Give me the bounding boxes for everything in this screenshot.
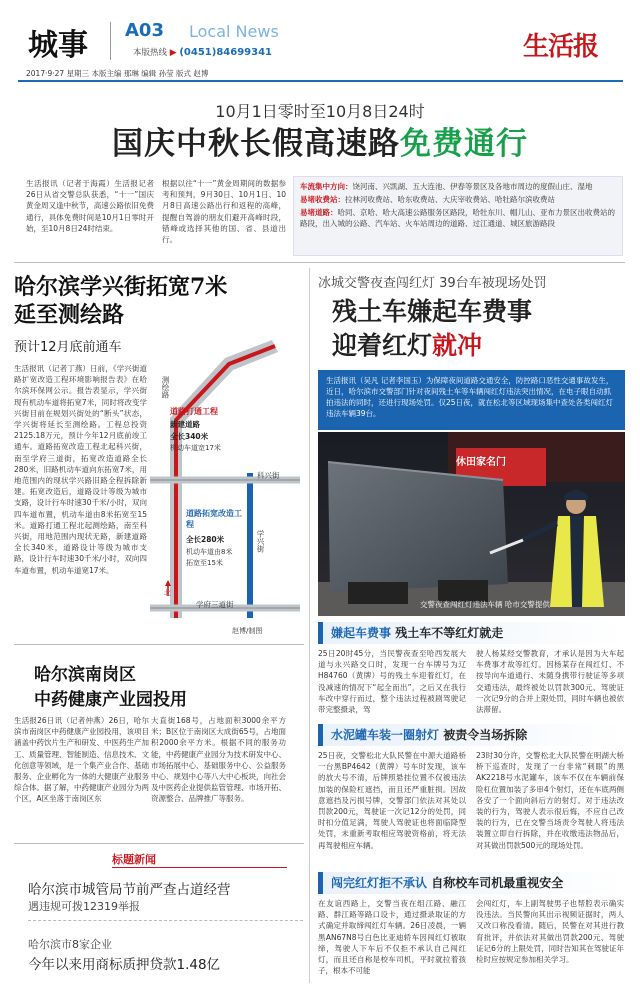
story1-body: 生活报讯（记者丁燕）日前，《学兴街道路扩宽改造工程环境影响报告表》在哈尔滨环保网公示。报告表显示，学兴街现有机动车道将拓宽7米，同时将改变学兴街目前在规划兴街处的“断头”状态，学兴街将延长至测绘路。工程总投资2125.18万元，预计今年12月底前竣工通车。道路拓宽改造工程北起科兴街，南至学府三道街，拓宽改造道路全长280米，旧路机动车道向东拓宽7米，用地范围内的现状学兴路旧路全程拆除新建。拓宽改造后，道路设计等级为城市支路，设计行车时速30千米/小时，双向四车道布置，机动车道由8米拓宽至15米。道路打通工程北起测绘路，南至科兴街，用地范围内现状无路，新建道路全长340米，道路设计等级为城市支路，设计行车时速30千米/小时，双向四车道布置，机动车道宽17米。 [14, 364, 147, 575]
map-north-label: 北 [164, 589, 171, 597]
story2-lead-box: 生活报讯（吴凡 记者李国玉）为保障夜间道路交通安全，防控路口恶性交通事故发生，近日，哈尔滨市交警部门针对夜间残土车等车辆闯红灯违法突出情况，在电子眼自动抓拍违法的同时，还进行现场处罚。仅25日夜，就在松北等区域现场集中查处各类闯红灯违法车辆39台。 [318, 370, 625, 430]
subhead-1-rest: 残土车不等红灯就走 [391, 626, 504, 640]
photo-caption: 交警夜查闯红灯违法车辆 哈市交警提供 [420, 600, 550, 609]
story2-kicker: 冰城交警夜查闯红灯 39台车被现场处罚 [318, 276, 547, 291]
brief-divider [28, 920, 303, 922]
brief-header-rule [112, 867, 287, 868]
subhead-2-rest: 被责令当场拆除 [439, 728, 528, 742]
story3-body-col1: 生活报26日讯（记者仲燕）26日，哈尔滨市南岗区中药健康产业园投用，该项目涵盖中药饮片生产和研发、中医药生产加工、质量管理、智能制造、信息技术、文化创意等领域，是一个集产业合作、基础服务、企业孵化为一体的大健康产业服务综合体。据了解，中药健康产业园分为两个区，A区坐落于南岗区东 [14, 716, 149, 804]
traffic-info-item [300, 207, 616, 229]
map-label-cehui: 测绘路 [161, 376, 170, 399]
traffic-info-box [293, 176, 623, 256]
story1-headline-line1: 哈尔滨学兴街拓宽7米 [14, 274, 228, 300]
sub2-body-col1: 25日夜，交警松北大队民警在中源大道路桥一台黑BP4642（黄牌）号车时发现，该车的放大号不清，后牌照悬挂位置不仅被违法加装的保险杠遮挡，而且还严重脏损。因故意遮挡及污损号牌，交警部门依法对其处以罚款200元，驾驶证一次记12分的处罚，同时扣分值足满，驾驶人驾驶证也将面临降型处罚，未重新考取相应驾驶资格前，将无法再驾驶相应车辆。 [318, 751, 466, 850]
column-divider [309, 268, 310, 983]
phone-icon: ▶ [169, 48, 177, 58]
story3-body-col2: 大直街168号，占地面积3000余平方米；B区位于南岗区大成街65号，占地面积2000余平方米。根据不同的服务功能，中药健康产业园分为技术研发中心、市场拓展中心、基础服务中心、公益服务中心、规划中心等八大中心板块，向社会及中医药企业提供监管管理、市场开拓、资源整合、品牌推广等服务。 [151, 716, 286, 804]
brief-item1-line2: 遇违规可拨12319举报 [28, 900, 140, 913]
hotline-number: (0451)84699341 [179, 47, 272, 58]
subhead-3-label: 闯完红灯拒不承认 [331, 876, 428, 890]
lead-body-col1: 生活报讯（记者于海霞）生活报记者26日从省交警总队获悉，“十一”国庆黄金周又逢中秋节，高速公路依旧免费通行，具体免费时间是10月1日零时开始，至10月8日24时结束。 [26, 179, 154, 233]
lead-headline-highlight: 免费通行 [400, 126, 528, 162]
map-label-kexing: 科兴街 [257, 471, 280, 480]
story2-headline-highlight: 就冲 [432, 331, 483, 360]
brief-item2-line1: 哈尔滨市8家企业 [28, 938, 112, 951]
lead-subtitle: 10月1日零时至10月8日24时 [215, 102, 425, 121]
page-number: A03 [125, 20, 164, 41]
section-english: Local News [189, 22, 279, 41]
story3-headline-line2: 中药健康产业园投用 [34, 690, 187, 710]
story2-headline-line1: 残土车嫌起车费事 [332, 297, 533, 326]
map-seg2-lane1: 机动车道由8米 [186, 548, 233, 556]
story1-deck: 预计12月底前通车 [14, 340, 122, 355]
lead-headline-main: 国庆中秋长假高速路 [112, 126, 400, 162]
traffic-info-text: 拉林河收费站、哈东收费站、大庆宰收费站、哈牡路尔滨收费站 [345, 195, 555, 204]
map-seg2-lane2: 拓宽至15米 [186, 559, 223, 567]
hotline-label: 本版热线 [133, 48, 168, 58]
traffic-info-item [300, 181, 616, 192]
subhead-1-label: 嫌起车费事 [331, 626, 392, 640]
map-seg2-length: 全长280米 [186, 535, 225, 544]
sub2-body-col2: 23时30分许，交警松北大队民警在明湖大桥桥下巡查时，发现了一台非常“刺眼”的黑AK2218号水泥罐车，该车不仅在车辆前保险杠位置加装了多串4个射灯，还在车底两侧各安了一个面向斜后方的射灯。对于违法改装的行为，驾驶人表示很后悔，不应自己改装的行为，已在交警当场责令驾驶人将违法装置立即自行拆除，并在收缴违法物品后，对其做出罚款500元的现场处罚。 [476, 751, 624, 850]
subhead-3-rest: 自称校车司机最重视安全 [427, 876, 564, 890]
map-seg1-type: 新建道路 [170, 420, 200, 429]
map-credit: 赵博/制图 [232, 627, 263, 635]
story1-headline-line2: 延至测绘路 [14, 302, 125, 328]
dateline: 2017·9·27 星期三 本版主编 那琳 编辑 孙莹 版式 赵博 [26, 69, 209, 78]
section-divider [14, 262, 625, 263]
traffic-info-label: 车流集中方向： [300, 182, 353, 191]
story1-headline [14, 273, 284, 329]
map-seg2-title: 道路拓宽改造工程 [186, 509, 242, 529]
section-divider [14, 644, 304, 645]
section-divider [14, 843, 304, 844]
hotline [133, 46, 272, 58]
sub3-body-col1: 在友谊西路上，交警当夜在组江路、融江路、群江路等路口设卡，通过摄录取证的方式确定并取缔闯红灯车辆。26日凌晨，一辆黑AN67N8号白色比亚迪轿车因闯红灯被取缔，驾驶人下车后不仅拒不承认自己闯红灯，而且还自称是校车司机，平时就拉着孩子，根本不可能 [318, 899, 466, 976]
subhead-3 [318, 872, 625, 894]
sub3-body-col2: 会闯红灯，车上副驾驶男子也帮腔表示确实没违法。当民警向其出示视频证据时，两人又改口称没看清。随后，民警在对其进行教育批评，并依法对其做出罚款200元、驾驶证记6分的上限处罚，同时告知其在驾驶证年检时应按规定参加相关学习。 [476, 899, 624, 965]
brief-header: 标题新闻 [112, 853, 156, 866]
sub1-body-col1: 25日20时45分，当民警夜查至哈西发展大道与永兴路交口时，发现一台车牌号为辽H84760（黄牌）号的残土车迎着红灯，在没减速的情况下“起全而出”，之后又在我行车改中穿行而过，整个违法过程被剧驾驶记带完整摄录，驾 [318, 649, 466, 715]
lead-body-col2: 根据以往“十一”黄金周期间的数据参考和预判，9月30日、10月1日、10月8日高速公路出行和返程的高峰，提醒自驾游的朋友们避开高峰时段，错峰或选择其他的国、省、县道出行。 [162, 179, 286, 245]
header-divider [110, 22, 111, 60]
brief-item2-line2[interactable]: 今年以来用商标质押贷款1.48亿 [28, 957, 221, 973]
truck-rear [328, 462, 508, 592]
traffic-info-text: 哈同、京哈、哈大高速公路服务区路段，哈牡东川、帽儿山、亚布力景区出收费站的路段，出入城的公路、汽车站、火车站周边的道路、过江通道、城区旅游路段 [300, 208, 615, 228]
map-seg1-length: 全长340米 [170, 432, 209, 441]
map-label-xuexing: 学兴街 [256, 530, 265, 553]
newspaper-logo: 生活报 [523, 32, 599, 62]
subhead-2-label: 水泥罐车装一圈射灯 [331, 728, 440, 742]
map-seg1-lane: 机动车道宽17米 [170, 444, 221, 452]
sub1-body-col2: 驶人杨某经交警教育，才承认是因为大车起车费事才故等红灯。因杨某存在闯红灯、不按导向车道通行、未随身携带行驶证等多项交通违法，最终被处以罚款300元、驾驶证一次记9分的合并上限处罚，同时车辆也被依法滞留。 [476, 649, 624, 715]
traffic-info-item [300, 194, 616, 205]
traffic-info-text: 饶河南、兴凯湖、五大连池、伊春等景区及各地市周边的度假山庄、湿地 [352, 182, 593, 191]
traffic-info-label: 易堵道路： [300, 208, 338, 217]
traffic-info-label: 易堵收费站： [300, 195, 345, 204]
story3-headline-line1: 哈尔滨南岗区 [34, 665, 136, 685]
lead-headline [0, 118, 640, 163]
map-label-xuefu: 学府三道街 [196, 600, 234, 609]
subhead-1 [318, 622, 625, 644]
photo-sign-text: 休田家名门 [456, 457, 506, 468]
brief-item1-line1[interactable]: 哈尔滨市城管局节前严查占道经营 [28, 882, 231, 898]
story2-headline-main: 迎着红灯 [332, 331, 433, 360]
header-rule [18, 80, 623, 82]
subhead-2 [318, 724, 625, 746]
map-seg1-title: 道路打通工程 [170, 407, 218, 416]
story2-headline-line2 [332, 326, 482, 362]
section-title: 城事 [28, 28, 88, 63]
